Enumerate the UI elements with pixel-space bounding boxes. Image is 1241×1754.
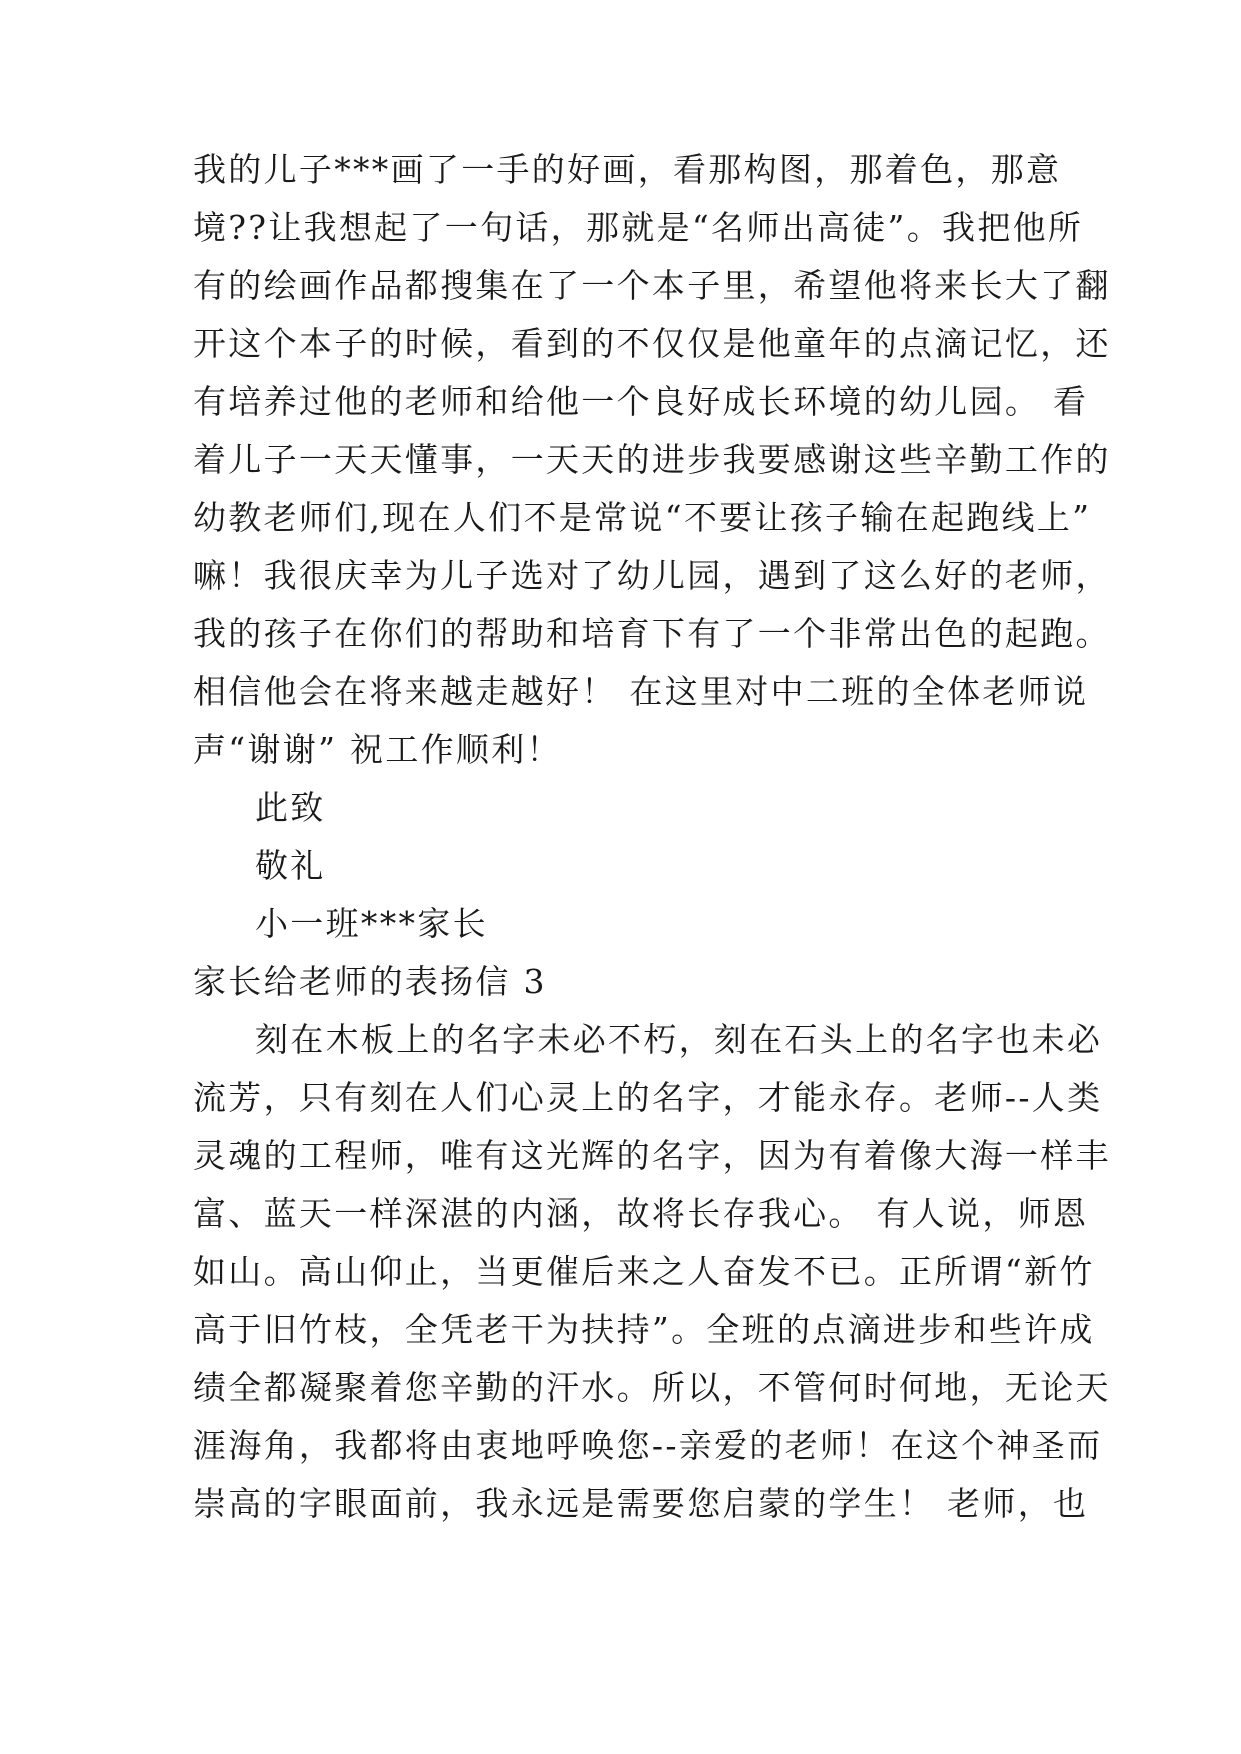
paragraph-2-line-3: 灵魂的工程师，唯有这光辉的名字，因为有着像大海一样丰 — [193, 1136, 1111, 1175]
paragraph-1-line-9: 我的孩子在你们的帮助和培育下有了一个非常出色的起跑。 — [193, 614, 1111, 653]
closing-ci-zhi: 此致 — [255, 788, 326, 827]
paragraph-2-line-1: 刻在木板上的名字未必不朽，刻在石头上的名字也未必 — [255, 1020, 1103, 1059]
paragraph-1-line-10: 相信他会在将来越走越好！ 在这里对中二班的全体老师说 — [193, 672, 1089, 711]
paragraph-1-line-11: 声“谢谢” 祝工作顺利！ — [193, 730, 562, 769]
paragraph-1-line-8: 嘛！我很庆幸为儿子选对了幼儿园，遇到了这么好的老师， — [193, 556, 1111, 595]
paragraph-1-line-5: 有培养过他的老师和给他一个良好成长环境的幼儿园。 看 — [193, 382, 1089, 421]
closing-jing-li: 敬礼 — [255, 846, 326, 885]
signature: 小一班***家长 — [255, 904, 488, 943]
paragraph-2-line-4: 富、蓝天一样深湛的内涵，故将长存我心。 有人说，师恩 — [193, 1194, 1089, 1233]
paragraph-2-line-8: 涯海角，我都将由衷地呼唤您--亲爱的老师！在这个神圣而 — [193, 1426, 1103, 1465]
paragraph-1-line-6: 着儿子一天天懂事，一天天的进步我要感谢这些辛勤工作的 — [193, 440, 1111, 479]
section-title: 家长给老师的表扬信 3 — [193, 962, 547, 1001]
paragraph-2-line-7: 绩全都凝聚着您辛勤的汗水。所以，不管何时何地，无论天 — [193, 1368, 1111, 1407]
paragraph-2-line-6: 高于旧竹枝，全凭老干为扶持”。全班的点滴进步和些许成 — [193, 1310, 1095, 1349]
paragraph-1-line-7: 幼教老师们,现在人们不是常说“不要让孩子输在起跑线上” — [193, 498, 1092, 537]
paragraph-1-line-3: 有的绘画作品都搜集在了一个本子里，希望他将来长大了翻 — [193, 266, 1111, 305]
paragraph-2-line-5: 如山。高山仰止，当更催后来之人奋发不已。正所谓“新竹 — [193, 1252, 1095, 1291]
paragraph-1-line-2: 境??让我想起了一句话，那就是“名师出高徒”。我把他所 — [193, 208, 1084, 247]
paragraph-2-line-2: 流芳，只有刻在人们心灵上的名字，才能永存。老师--人类 — [193, 1078, 1103, 1117]
paragraph-1-line-1: 我的儿子***画了一手的好画，看那构图，那着色，那意 — [193, 150, 1062, 189]
paragraph-1-line-4: 开这个本子的时候，看到的不仅仅是他童年的点滴记忆，还 — [193, 324, 1111, 363]
paragraph-2-line-9: 崇高的字眼面前，我永远是需要您启蒙的学生！ 老师，也 — [193, 1484, 1089, 1523]
